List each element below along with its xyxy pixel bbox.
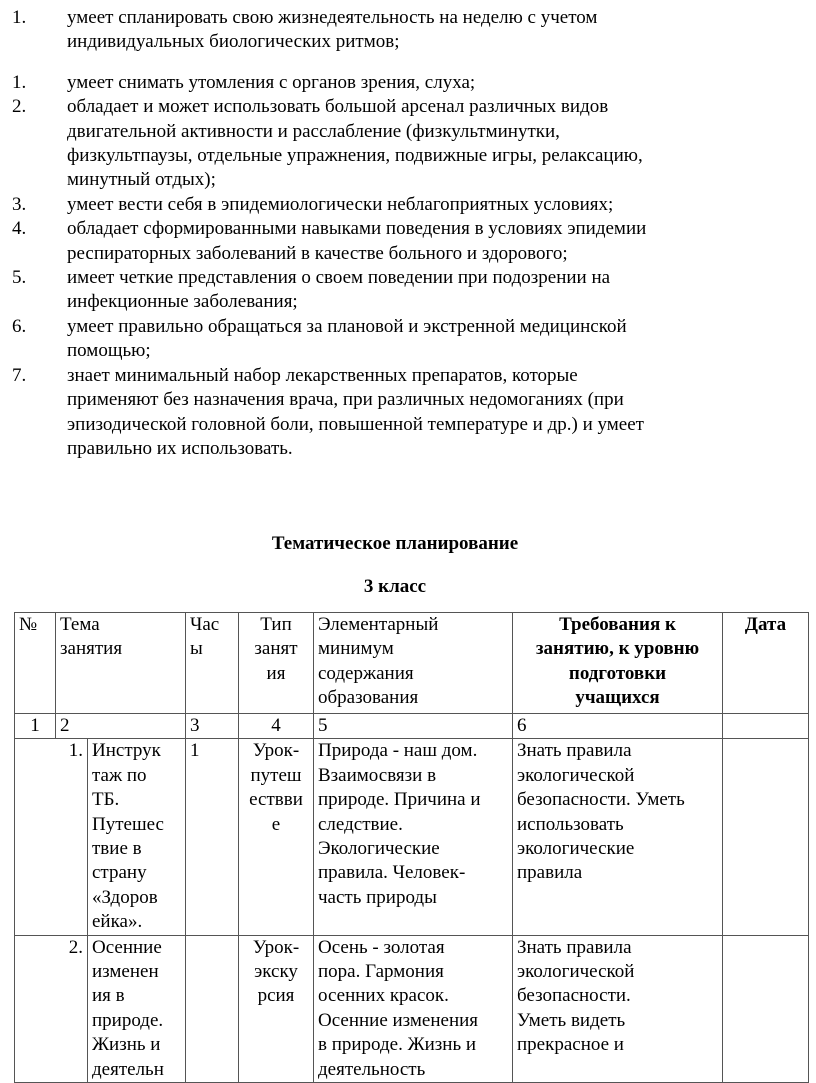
- cell-line: «Здоров: [92, 886, 158, 908]
- col-num-empty: [723, 714, 809, 739]
- col-num: 5: [314, 714, 513, 739]
- cell-line: Осенние изменения: [318, 1009, 479, 1031]
- cell-line: Требования к: [559, 614, 676, 635]
- cell-line: Урок-: [252, 936, 300, 958]
- cell-line: осенних красок.: [318, 985, 449, 1007]
- table-row: [15, 739, 809, 935]
- list-text-line: двигательной активности и расслабление (физкультминутки,: [67, 120, 560, 142]
- lesson-topic: [88, 935, 186, 1082]
- lesson-requirements: [513, 935, 723, 1082]
- cell-line: ейка».: [92, 911, 143, 933]
- cell-line: ия: [266, 662, 286, 684]
- cell-line: занятию, к уровню: [535, 638, 700, 660]
- header-topic: [56, 613, 186, 714]
- lesson-hours: [186, 935, 239, 1082]
- cell-line: Элементарный: [318, 614, 439, 635]
- list-text-line: инфекционные заболевания;: [67, 291, 298, 313]
- list-number: 3.: [12, 193, 27, 215]
- thematic-plan-table: [14, 612, 809, 1083]
- list-text-line: эпизодической головной боли, повышенной температуре и др.) и умеет: [67, 413, 644, 435]
- lesson-content: [314, 935, 513, 1082]
- cell-line: содержания: [318, 662, 414, 684]
- cell-line: прекрасное и: [517, 1034, 624, 1056]
- cell-line: природе.: [92, 1009, 164, 1031]
- list-number: 7.: [12, 364, 27, 386]
- cell-line: минимум: [318, 638, 394, 660]
- list-text-line: умеет правильно обращаться за плановой и экстренной медицинской: [67, 315, 627, 337]
- list-text-line: применяют без назначения врача, при различных недомоганиях (при: [67, 389, 624, 411]
- cell-line: образования: [318, 687, 419, 709]
- col-num: 6: [513, 714, 723, 739]
- list-number: 1.: [12, 71, 27, 93]
- list-number: 1.: [12, 7, 27, 28]
- cell-line: Взаимосвязи в: [318, 764, 437, 786]
- list-item: [0, 315, 816, 364]
- cell-line: использовать: [517, 813, 624, 835]
- cell-line: экску: [254, 961, 298, 983]
- section-title: Тематическое планирование: [271, 533, 519, 554]
- list-text-line: умеет вести себя в эпидемиологически неблагоприятных условиях;: [67, 193, 614, 215]
- cell-line: Жизнь и: [92, 1034, 161, 1056]
- cell-line: Экологические: [318, 838, 440, 860]
- lesson-number: 2.: [15, 935, 88, 1082]
- list-number: 4.: [12, 218, 27, 240]
- cell-line: Инструк: [92, 740, 161, 762]
- cell-line: е: [271, 813, 281, 835]
- list-text-line: индивидуальных биологических ритмов;: [67, 31, 400, 53]
- list-text-line: минутный отдых);: [67, 169, 216, 191]
- cell-line: природе. Причина и: [318, 789, 481, 811]
- col-num: 1: [15, 714, 56, 739]
- header-row: [15, 613, 809, 714]
- cell-line: изменен: [92, 961, 159, 983]
- cell-line: Урок-: [252, 740, 300, 762]
- cell-line: деятельность: [318, 1058, 426, 1080]
- list-text-line: физкультпаузы, отдельные упражнения, подвижные игры, релаксацию,: [67, 145, 643, 167]
- cell-line: в природе. Жизнь и: [318, 1034, 477, 1056]
- list-text-line: умеет спланировать свою жизнедеятельность на неделю с учетом: [67, 7, 598, 28]
- list-text-line: умеет снимать утомления с органов зрения, слуха;: [67, 71, 476, 93]
- list-item: [0, 364, 816, 462]
- list-item: [0, 193, 816, 217]
- lesson-requirements: [513, 739, 723, 935]
- class-subtitle: 3 класс: [363, 576, 427, 597]
- requirements-list: [0, 6, 816, 461]
- col-num: 2: [56, 714, 186, 739]
- cell-line: безопасности. Уметь: [517, 789, 685, 811]
- header-date: Дата: [723, 613, 809, 714]
- header-number: №: [15, 613, 56, 714]
- cell-line: пора. Гармония: [318, 961, 444, 983]
- list-text-line: знает минимальный набор лекарственных препаратов, которые: [67, 364, 578, 386]
- cell-line: Осень - золотая: [318, 936, 445, 958]
- list-number: 5.: [12, 267, 27, 289]
- header-content: [314, 613, 513, 714]
- cell-line: занят: [254, 638, 298, 660]
- list-item: [0, 266, 816, 315]
- numbering-row: [15, 714, 809, 739]
- col-num: 3: [186, 714, 239, 739]
- table-row: [15, 935, 809, 1082]
- cell-line: учащихся: [575, 687, 660, 709]
- list-item: [0, 95, 816, 193]
- cell-line: Природа - наш дом.: [318, 740, 478, 762]
- cell-line: правила: [517, 862, 583, 884]
- cell-line: занятия: [60, 638, 123, 660]
- lesson-type: [239, 935, 314, 1082]
- lesson-number: 1.: [15, 739, 88, 935]
- cell-line: путеш: [250, 764, 302, 786]
- list-text-line: обладает и может использовать большой арсенал различных видов: [67, 96, 609, 118]
- cell-line: Знать правила: [517, 740, 632, 762]
- cell-line: экологической: [517, 764, 635, 786]
- header-hours: [186, 613, 239, 714]
- cell-line: ТБ.: [92, 789, 120, 811]
- cell-line: твие в: [92, 838, 142, 860]
- list-number: 2.: [12, 96, 27, 118]
- lesson-date: [723, 739, 809, 935]
- list-number: 6.: [12, 315, 27, 337]
- cell-line: рсия: [257, 985, 295, 1007]
- cell-line: ы: [190, 638, 203, 660]
- list-text-line: имеет четкие представления о своем поведении при подозрении на: [67, 267, 611, 289]
- list-text-line: помощью;: [67, 340, 151, 362]
- list-text-line: правильно их использовать.: [67, 437, 293, 459]
- cell-line: Осенние: [92, 936, 162, 958]
- cell-line: безопасности.: [517, 985, 631, 1007]
- cell-line: деятельн: [92, 1058, 164, 1080]
- list-text-line: респираторных заболеваний в качестве больного и здорового;: [67, 242, 568, 264]
- lesson-hours: 1: [186, 739, 239, 935]
- cell-line: правила. Человек-: [318, 862, 466, 884]
- cell-line: подготовки: [568, 662, 667, 684]
- header-requirements: [513, 613, 723, 714]
- cell-line: Путешес: [92, 813, 164, 835]
- cell-line: Знать правила: [517, 936, 632, 958]
- cell-line: ествви: [249, 789, 303, 811]
- list-item: [0, 217, 816, 266]
- lesson-content: [314, 739, 513, 935]
- list-item: [0, 6, 816, 55]
- cell-line: ия в: [92, 985, 125, 1007]
- cell-line: Тип: [260, 614, 292, 635]
- col-num: 4: [239, 714, 314, 739]
- cell-line: следствие.: [318, 813, 403, 835]
- cell-line: экологические: [517, 838, 635, 860]
- cell-line: экологической: [517, 961, 635, 983]
- list-text-line: обладает сформированными навыками поведения в условиях эпидемии: [67, 218, 647, 240]
- cell-line: часть природы: [318, 886, 437, 908]
- list-item: [0, 71, 816, 95]
- header-type: [239, 613, 314, 714]
- cell-line: страну: [92, 862, 147, 884]
- cell-line: Уметь видеть: [517, 1009, 626, 1031]
- cell-line: Час: [190, 614, 220, 635]
- lesson-topic: [88, 739, 186, 935]
- lesson-type: [239, 739, 314, 935]
- cell-line: Тема: [60, 614, 100, 635]
- cell-line: таж по: [92, 764, 147, 786]
- lesson-date: [723, 935, 809, 1082]
